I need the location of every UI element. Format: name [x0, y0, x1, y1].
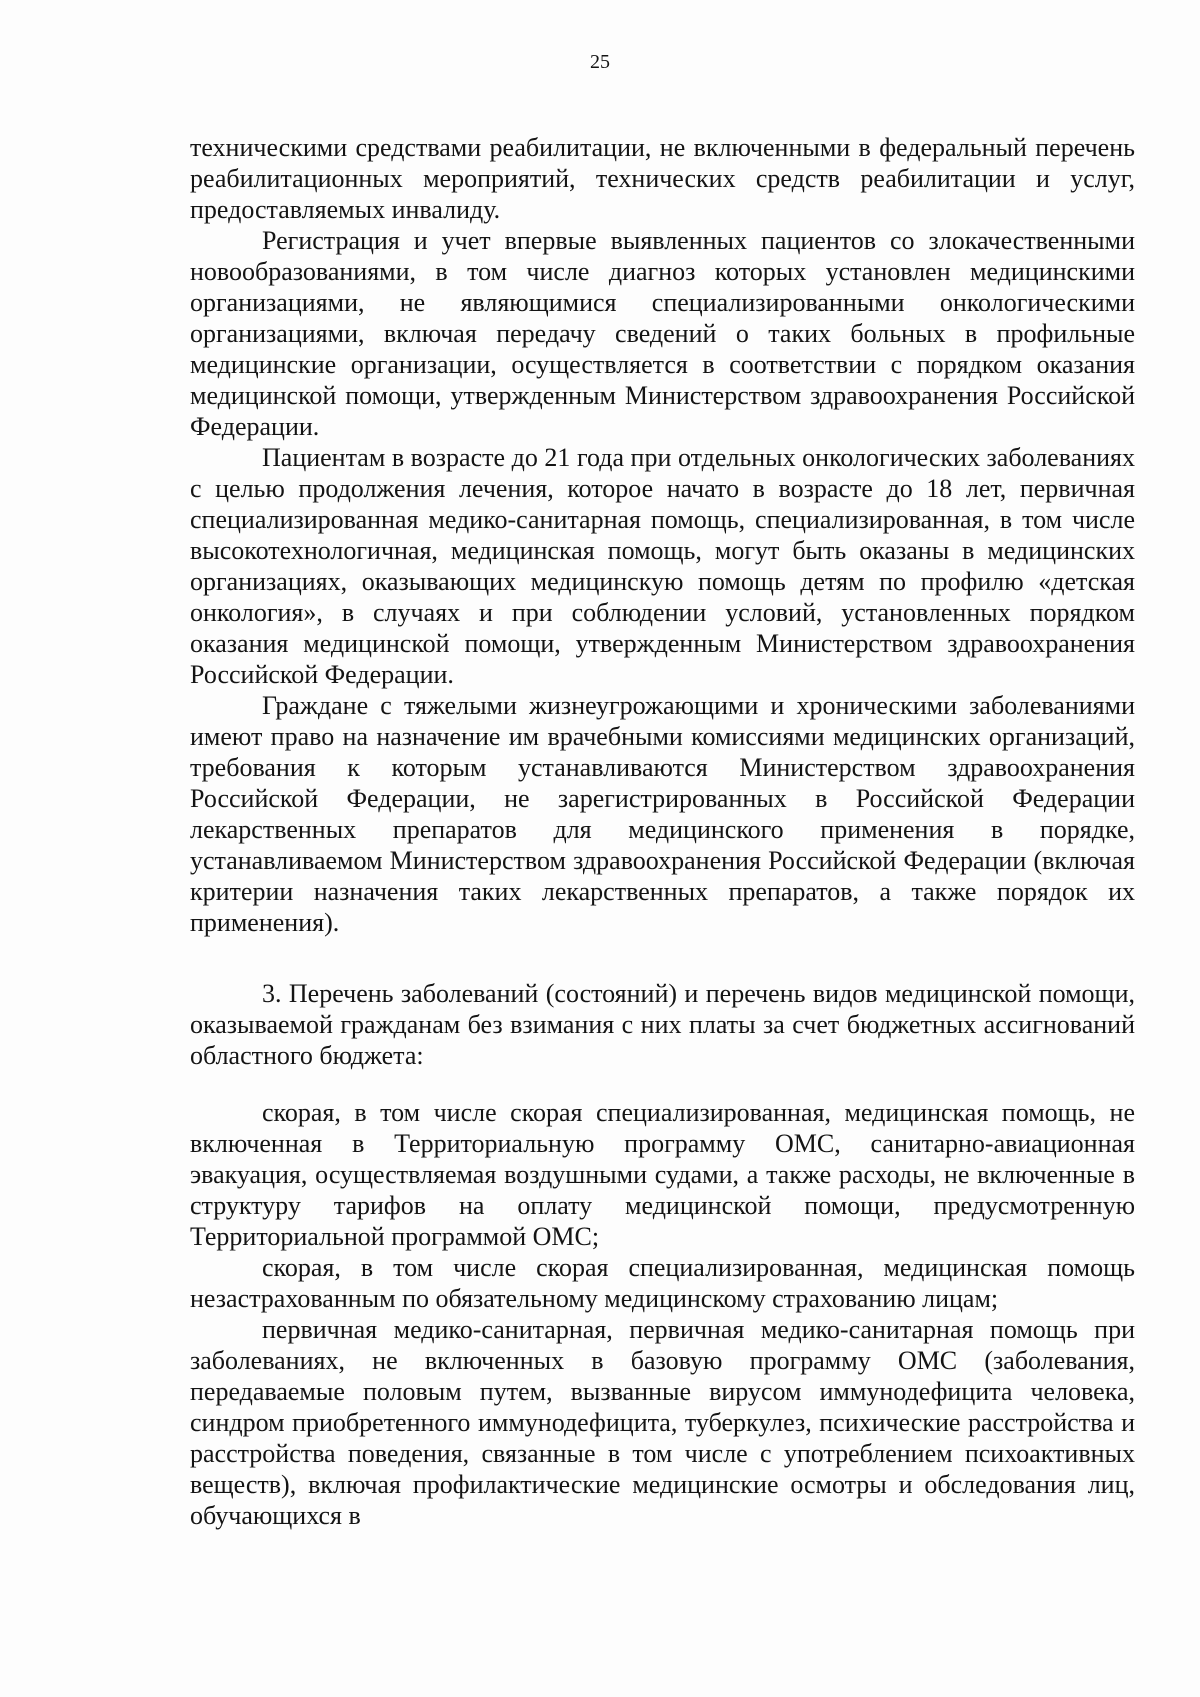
list-item-primary-care: первичная медико-санитарная, первичная медико-санитарная помощь при заболеваниях, не включенных в базовую программу ОМС (заболевания, передаваемые половым путем, вызванные вирусом иммунодефицита человека, синдром приобретенного иммунодефицита, туберкулез, психические расстройства и расстройства поведения, связанные в том числе с употреблением психоактивных веществ), включая профилактические медицинские осмотры и обследования лиц, обучающихся в: [190, 1315, 1135, 1530]
page-number: 25: [590, 51, 610, 73]
document-body: [190, 132, 1135, 1531]
list-item-emergency-uninsured: скорая, в том числе скорая специализированная, медицинская помощь незастрахованным по обязательному медицинскому страхованию лицам;: [190, 1253, 1135, 1313]
paragraph-citizens-unregistered-drugs: Граждане с тяжелыми жизнеугрожающими и хроническими заболеваниями имеют право на назначение им врачебными комиссиями медицинских организаций, требования к которым устанавливаются Министерством здравоохранения Российской Федерации, не зарегистрированных в Российской Федерации лекарственных препаратов для медицинского применения в порядке, устанавливаемом Министерством здравоохранения Российской Федерации (включая критерии назначения таких лекарственных препаратов, а также порядок их применения).: [190, 691, 1135, 937]
paragraph-continuation: техническими средствами реабилитации, не включенными в федеральный перечень реабилитационных мероприятий, технических средств реабилитации и услуг, предоставляемых инвалиду.: [190, 133, 1135, 224]
paragraph-patients-under-21: Пациентам в возрасте до 21 года при отдельных онкологических заболеваниях с целью продолжения лечения, которое начато в возрасте до 18 лет, первичная специализированная медико-санитарная помощь, специализированная, в том числе высокотехнологичная, медицинская помощь, могут быть оказаны в медицинских организациях, оказывающих медицинскую помощь детям по профилю «детская онкология», в случаях и при соблюдении условий, установленных порядком оказания медицинской помощи, утвержденным Министерством здравоохранения Российской Федерации.: [190, 443, 1135, 689]
paragraph-registration: Регистрация и учет впервые выявленных пациентов со злокачественными новообразованиями, в том числе диагноз которых установлен медицинскими организациями, не являющимися специализированными онкологическими организациями, включая передачу сведений о таких больных в профильные медицинские организации, осуществляется в соответствии с порядком оказания медицинской помощи, утвержденным Министерством здравоохранения Российской Федерации.: [190, 226, 1135, 441]
section-heading-3: 3. Перечень заболеваний (состояний) и перечень видов медицинской помощи, оказываемой гражданам без взимания с них платы за счет бюджетных ассигнований областного бюджета:: [190, 979, 1135, 1070]
list-item-emergency-care: скорая, в том числе скорая специализированная, медицинская помощь, не включенная в Территориальную программу ОМС, санитарно-авиационная эвакуация, осуществляемая воздушными судами, а также расходы, не включенные в структуру тарифов на оплату медицинской помощи, предусмотренную Территориальной программой ОМС;: [190, 1098, 1135, 1251]
